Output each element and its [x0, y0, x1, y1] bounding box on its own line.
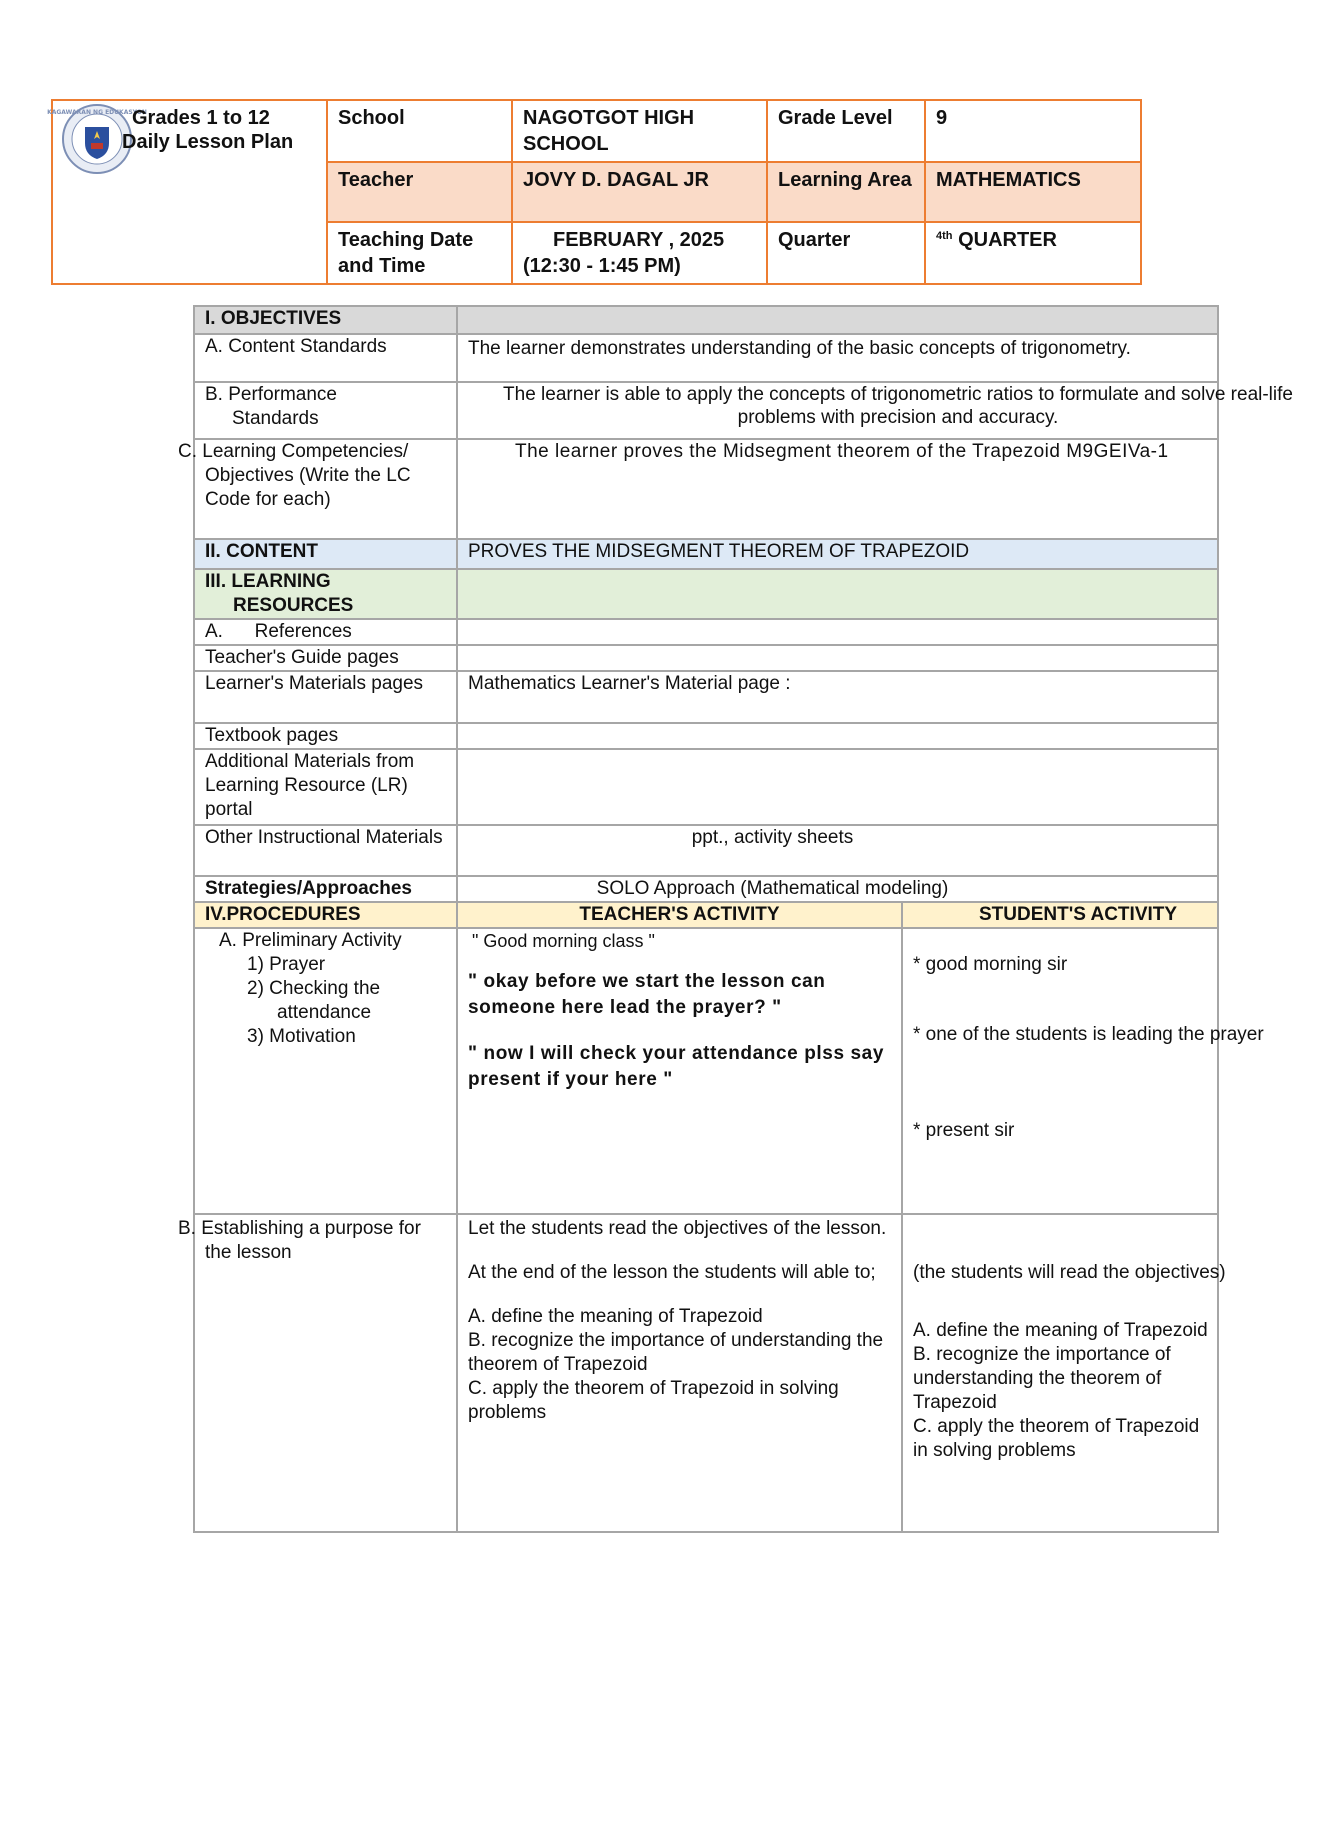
student-response-1: * good morning sir	[913, 954, 1068, 975]
quarter-label: Quarter	[767, 222, 925, 284]
learners-materials-text: Mathematics Learner's Material page :	[457, 671, 1218, 723]
brand-line-1: Grades 1 to 12	[132, 107, 270, 129]
references-blank	[457, 619, 1218, 645]
purpose-teacher-cell	[457, 1214, 902, 1532]
preliminary-activity-label: A. Preliminary Activity	[219, 930, 402, 951]
purpose-objective: A. define the meaning of Trapezoid	[468, 1306, 763, 1327]
teachers-guide-label: Teacher's Guide pages	[194, 645, 457, 671]
teaching-date-value	[512, 222, 767, 284]
preliminary-student-cell	[902, 928, 1264, 1214]
student-response-2: * one of the students is leading the prayer	[913, 1024, 1264, 1045]
teacher-attendance-line: " now I will check your attendance plss say present if your here "	[468, 1043, 884, 1090]
purpose-student-cell	[902, 1214, 1226, 1532]
purpose-teacher-intro: Let the students read the objectives of the lesson.	[468, 1218, 887, 1239]
preliminary-item: 2) Checking the attendance	[247, 978, 381, 1023]
performance-standards-text	[457, 382, 1293, 439]
teacher-prayer-line: " okay before we start the lesson can someone here lead the prayer? "	[468, 971, 826, 1018]
content-standards-label: A. Content Standards	[194, 334, 457, 382]
teaching-time-line: (12:30 - 1:45 PM)	[523, 255, 681, 277]
procedures-heading: IV.PROCEDURES	[194, 902, 457, 928]
competencies-text: The learner proves the Midsegment theorem of the Trapezoid M9GEIVa-1	[457, 439, 1218, 539]
teaching-date-line: FEBRUARY , 2025	[553, 229, 725, 251]
strategies-label: Strategies/Approaches	[194, 876, 457, 902]
textbook-label: Textbook pages	[194, 723, 457, 749]
seal-text: KAGAWARAN NG EDUKASYON	[47, 109, 147, 116]
resources-heading-blank	[457, 569, 1218, 619]
preliminary-item: 3) Motivation	[247, 1026, 356, 1047]
header-table	[47, 99, 1142, 285]
school-value: NAGOTGOT HIGH SCHOOL	[512, 100, 767, 162]
performance-label-line-1: B. Performance	[205, 384, 337, 405]
resources-heading	[194, 569, 457, 619]
purpose-student-objective: C. apply the theorem of Trapezoid in solving problems	[913, 1416, 1200, 1461]
teacher-label: Teacher	[327, 162, 512, 222]
purpose-student-objective: A. define the meaning of Trapezoid	[913, 1320, 1208, 1341]
teaching-date-label: Teaching Date and Time	[327, 222, 512, 284]
additional-materials-label: Additional Materials from Learning Resource (LR) portal	[194, 749, 457, 825]
purpose-label: B. Establishing a purpose for the lesson	[194, 1214, 457, 1532]
learning-area-value: MATHEMATICS	[925, 162, 1141, 222]
grade-level-value: 9	[925, 100, 1141, 162]
lesson-plan-table	[178, 305, 1293, 1533]
teacher-greeting: " Good morning class "	[472, 931, 655, 951]
preliminary-teacher-cell	[457, 928, 902, 1214]
performance-standards-value: The learner is able to apply the concepts of trigonometric ratios to formulate and solve real-life problems with precision and accuracy.	[503, 384, 1293, 428]
other-materials-label: Other Instructional Materials	[194, 825, 457, 876]
student-activity-header: STUDENT'S ACTIVITY	[902, 902, 1218, 928]
objectives-heading: I. OBJECTIVES	[194, 306, 457, 334]
additional-materials-blank	[457, 749, 1218, 825]
competencies-label: C. Learning Competencies/ Objectives (Write the LC Code for each)	[194, 439, 457, 539]
performance-label-line-2: Standards	[232, 408, 319, 429]
grade-level-label: Grade Level	[767, 100, 925, 162]
content-heading: II. CONTENT	[194, 539, 457, 569]
purpose-student-objective: B. recognize the importance of understanding the theorem of Trapezoid	[913, 1344, 1171, 1413]
teacher-activity-header: TEACHER'S ACTIVITY	[457, 902, 902, 928]
preliminary-list	[205, 953, 446, 1049]
student-response-3: * present sir	[913, 1120, 1015, 1141]
purpose-objective: B. recognize the importance of understanding the theorem of Trapezoid	[468, 1330, 884, 1375]
school-label: School	[327, 100, 512, 162]
preliminary-activity-cell	[194, 928, 457, 1214]
content-standards-text: The learner demonstrates understanding of the basic concepts of trigonometry.	[457, 334, 1218, 382]
purpose-student-intro: (the students will read the objectives)	[913, 1262, 1226, 1283]
teacher-value: JOVY D. DAGAL JR	[512, 162, 767, 222]
brand-cell	[47, 100, 327, 284]
strategies-text: SOLO Approach (Mathematical modeling)	[457, 876, 1218, 902]
purpose-teacher-lead: At the end of the lesson the students will able to;	[468, 1262, 876, 1283]
purpose-objective: C. apply the theorem of Trapezoid in solving problems	[468, 1378, 839, 1423]
objectives-heading-blank	[457, 306, 1218, 334]
preliminary-item: 1) Prayer	[247, 954, 326, 975]
references-label: A. References	[194, 619, 457, 645]
learners-materials-label: Learner's Materials pages	[194, 671, 457, 723]
other-materials-text: ppt., activity sheets	[457, 825, 1218, 876]
quarter-text: QUARTER	[958, 229, 1057, 251]
content-text: PROVES THE MIDSEGMENT THEOREM OF TRAPEZOID	[457, 539, 1218, 569]
learning-area-label: Learning Area	[767, 162, 925, 222]
resources-heading-line-2: RESOURCES	[233, 595, 354, 616]
brand-line-2: Daily Lesson Plan	[122, 131, 294, 153]
quarter-value	[925, 222, 1141, 284]
textbook-blank	[457, 723, 1218, 749]
teachers-guide-blank	[457, 645, 1218, 671]
resources-heading-line-1: III. LEARNING	[205, 571, 331, 592]
quarter-ordinal: 4th	[936, 230, 953, 242]
